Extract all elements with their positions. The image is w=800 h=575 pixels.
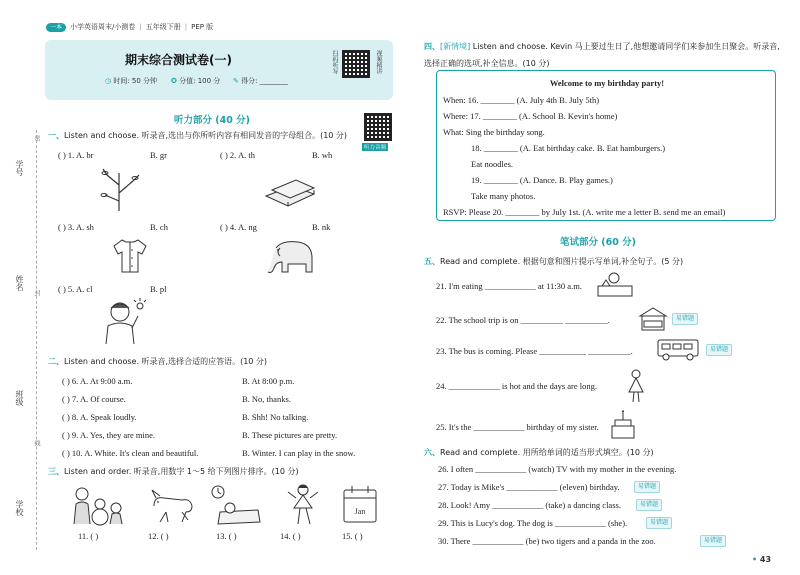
girl-dancing-picture [286, 482, 320, 528]
q22-sentence[interactable]: 22. The school trip is on __________ __________. [436, 315, 610, 325]
q29-sentence[interactable]: 29. This is Lucy's dog. The dog is ____________ (she). [438, 518, 628, 528]
exam-header [45, 40, 393, 100]
q29-error-tag: 易错题 [646, 517, 672, 529]
q23-sentence[interactable]: 23. The bus is coming. Please ___________ __________. [436, 346, 633, 356]
series-badge: 一本 [46, 23, 66, 32]
q30-sentence[interactable]: 30. There ____________ (be) two tigers and a panda in the zoo. [438, 536, 656, 546]
series-name: 小学英语周末/小测卷 [70, 23, 136, 31]
q30-error-tag: 易错题 [700, 535, 726, 547]
kids-snowman-picture [70, 484, 126, 526]
q12-answer[interactable]: 12. ( ) [148, 531, 169, 541]
q26-sentence[interactable]: 26. I often ____________ (watch) TV with my mother in the evening. [438, 464, 677, 474]
seal-mark-3: 线 [33, 440, 40, 446]
q14-answer[interactable]: 14. ( ) [280, 531, 301, 541]
score-info: ✪ 分值: 100 分 [171, 77, 221, 85]
shirt-picture [110, 236, 150, 276]
q21-sentence[interactable]: 21. I'm eating ____________ at 11:30 a.m. [436, 281, 582, 291]
name-label: 姓名 [15, 275, 24, 291]
q5-option-b[interactable]: B. pl [150, 284, 167, 294]
birthday-cake-picture [608, 410, 638, 442]
q10-option-b[interactable]: B. Winter. I can play in the snow. [242, 448, 356, 458]
section-5-title: 五、Read and complete. 根据句意和图片提示写单词,补全句子。(5 分) [424, 257, 684, 266]
svg-text:Jan: Jan [354, 507, 366, 516]
q27-sentence[interactable]: 27. Today is Mike's ____________ (eleven) birthday. [438, 482, 620, 492]
books-picture [262, 174, 318, 210]
student-no-label: 学号 [15, 160, 24, 176]
invitation-title: Welcome to my birthday party! [549, 78, 665, 88]
q5-option-a[interactable]: ( ) 5. A. cl [58, 284, 93, 294]
summer-girl-picture [624, 368, 648, 404]
q2-option-a[interactable]: ( ) 2. A. th [220, 150, 255, 160]
writing-heading: 笔试部分 (60 分) [560, 237, 637, 248]
sleeping-picture [208, 484, 266, 528]
q13-answer[interactable]: 13. ( ) [216, 531, 237, 541]
boy-thinking-picture [100, 298, 146, 346]
q7-option-a[interactable]: ( ) 7. A. Of course. [62, 394, 126, 404]
listening-qr-code[interactable] [364, 113, 392, 141]
time-info: ◷ 时间: 50 分钟 [105, 77, 158, 85]
class-label: 班级 [15, 390, 24, 406]
q16-when[interactable]: When: 16. ________ (A. July 4th B. July 5th) [443, 95, 600, 105]
section-1-title: 一、Listen and choose. 听录音,选出与你所听内容有相同发音的字母组合。(10 分) [48, 131, 348, 140]
q9-option-a[interactable]: ( ) 9. A. Yes, they are mine. [62, 430, 156, 440]
what-line: What: Sing the birthday song. [443, 127, 545, 137]
q10-option-a[interactable]: ( ) 10. A. White. It's clean and beautiful. [62, 448, 199, 458]
section-2-title: 二、Listen and choose. 听录音,选择合适的应答语。(10 分) [48, 357, 268, 366]
pen-icon: ✎ [233, 77, 239, 85]
q20-rsvp[interactable]: RSVP: Please 20. ________ by July 1st. (A. write me a letter B. send me an email) [443, 207, 726, 217]
clock-icon: ◷ [105, 77, 112, 85]
lunch-picture [596, 270, 636, 300]
page-number: • 43 [752, 555, 772, 564]
q28-sentence[interactable]: 28. Look! Amy ____________ (take) a dancing class. [438, 500, 621, 510]
q8-option-b[interactable]: B. Shh! No talking. [242, 412, 309, 422]
photos-line: Take many photos. [471, 191, 536, 201]
section-3-title: 三、Listen and order. 听录音,用数字 1～5 给下列图片排序。(10 分) [48, 467, 299, 476]
q28-error-tag: 易错题 [636, 499, 662, 511]
q25-sentence[interactable]: 25. It's the ____________ birthday of my sister. [436, 422, 599, 432]
seal-line [36, 130, 37, 550]
q7-option-b[interactable]: B. No, thanks. [242, 394, 291, 404]
seal-mark-1: 密 [33, 135, 40, 141]
birthday-invitation-box [436, 70, 776, 221]
q6-option-a[interactable]: ( ) 6. A. At 9:00 a.m. [62, 376, 133, 386]
q15-answer[interactable]: 15. ( ) [342, 531, 363, 541]
section-6-title: 六、Read and complete. 用所给单词的适当形式填空。(10 分) [424, 448, 654, 457]
q23-error-tag: 易错题 [706, 344, 732, 356]
seal-mark-2: 封 [33, 290, 40, 296]
q18-activity[interactable]: 18. ________ (A. Eat birthday cake. B. Eat hamburgers.) [471, 143, 666, 153]
dog-running-picture [148, 486, 196, 526]
q1-option-b[interactable]: B. gr [150, 150, 167, 160]
elephant-picture [262, 238, 318, 276]
star-icon: ✪ [171, 77, 177, 85]
noodles-line: Eat noodles. [471, 159, 514, 169]
bus-picture [656, 336, 702, 362]
q1-option-a[interactable]: ( ) 1. A. br [58, 150, 94, 160]
q27-error-tag: 易错题 [634, 481, 660, 493]
result-info: ✎ 得分: ________ [233, 77, 288, 85]
q22-error-tag: 易错题 [672, 313, 698, 325]
q17-where[interactable]: Where: 17. ________ (A. School B. Kevin's home) [443, 111, 618, 121]
qr-side-label: 扫码听写 [331, 50, 338, 74]
qr-side-label-2: 视频精讲 [375, 50, 382, 74]
q11-answer[interactable]: 11. ( ) [78, 531, 99, 541]
calendar-picture [340, 484, 380, 526]
q24-sentence[interactable]: 24. ____________ is hot and the days are long. [436, 381, 598, 391]
header-qr-code[interactable] [342, 50, 370, 78]
q4-option-b[interactable]: B. nk [312, 222, 331, 232]
q3-option-a[interactable]: ( ) 3. A. sh [58, 222, 94, 232]
q9-option-b[interactable]: B. These pictures are pretty. [242, 430, 338, 440]
q4-option-a[interactable]: ( ) 4. A. ng [220, 222, 257, 232]
q6-option-b[interactable]: B. At 8:00 p.m. [242, 376, 295, 386]
section-4-title: 四、[新情境] Listen and choose. Kevin 马上要过生日了,他想邀请同学们来参加生日聚会。听录音,选择正确的选项,补全信息。(10 分) [424, 42, 780, 68]
school-label: 学校 [15, 500, 24, 516]
listening-qr-caption: 听力音频 [364, 145, 387, 151]
q8-option-a[interactable]: ( ) 8. A. Speak loudly. [62, 412, 137, 422]
school-trip-picture [636, 304, 670, 332]
series-bar: 一本 小学英语周末/小测卷 | 五年级下册 | PEP 版 [46, 22, 213, 32]
exam-title: 期末综合测试卷(一) [125, 53, 232, 67]
branch-picture [95, 165, 143, 213]
grade-label: 五年级下册 [145, 23, 181, 31]
q19-activity[interactable]: 19. ________ (A. Dance. B. Play games.) [471, 175, 613, 185]
q3-option-b[interactable]: B. ch [150, 222, 168, 232]
q2-option-b[interactable]: B. wh [312, 150, 333, 160]
listening-heading: 听力部分 (40 分) [174, 115, 251, 126]
edition-label: PEP 版 [191, 23, 214, 31]
